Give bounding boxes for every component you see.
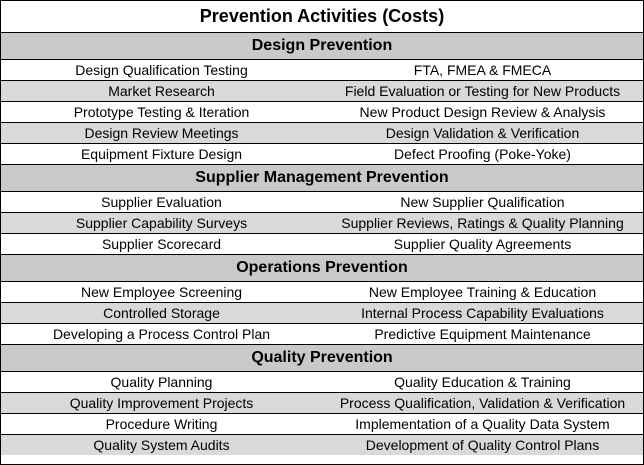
activity-cell-left: Supplier Capability Surveys — [75, 215, 248, 231]
activity-cell-left: Procedure Writing — [105, 416, 218, 432]
table-row — [1, 282, 643, 303]
table-title: Prevention Activities (Costs) — [1, 1, 643, 33]
activity-cell-right: Predictive Equipment Maintenance — [374, 326, 591, 342]
section-heading: Quality Prevention — [1, 345, 643, 372]
activity-cell-left: Design Review Meetings — [84, 125, 239, 141]
table-row — [1, 81, 643, 102]
activity-cell-left: Quality Planning — [110, 374, 213, 390]
activity-cell-right: Quality Education & Training — [394, 374, 571, 390]
activity-cell-right: Field Evaluation or Testing for New Products — [344, 83, 621, 99]
activity-cell-left: Market Research — [108, 83, 215, 99]
table-row — [1, 393, 643, 414]
activity-cell-right: Defect Proofing (Poke-Yoke) — [394, 146, 571, 162]
table-row — [1, 303, 643, 324]
activity-cell-right: New Product Design Review & Analysis — [359, 104, 606, 120]
table-row — [1, 324, 643, 345]
table-row — [1, 192, 643, 213]
activity-cell-right: Design Validation & Verification — [385, 125, 580, 141]
table-row — [1, 435, 643, 455]
activity-cell-left: New Employee Screening — [80, 284, 243, 300]
table-row — [1, 123, 643, 144]
activity-cell-right: Development of Quality Control Plans — [365, 437, 600, 453]
section-heading: Supplier Management Prevention — [1, 165, 643, 192]
activity-cell-right: Supplier Quality Agreements — [393, 236, 572, 252]
activity-cell-left: Prototype Testing & Iteration — [73, 104, 250, 120]
activity-cell-left: Supplier Scorecard — [101, 236, 222, 252]
table-row — [1, 144, 643, 165]
activity-cell-right: New Supplier Qualification — [400, 194, 565, 210]
activity-cell-left: Controlled Storage — [103, 305, 220, 321]
table-row — [1, 234, 643, 255]
activity-cell-left: Design Qualification Testing — [75, 62, 248, 78]
activity-cell-right: Process Qualification, Validation & Verification — [339, 395, 626, 411]
section-heading: Design Prevention — [1, 33, 643, 60]
activity-cell-left: Developing a Process Control Plan — [52, 326, 271, 342]
table-row — [1, 60, 643, 81]
activity-cell-right: Supplier Reviews, Ratings & Quality Planning — [341, 215, 624, 231]
activity-cell-right: FTA, FMEA & FMECA — [413, 62, 552, 78]
activity-cell-left: Supplier Evaluation — [101, 194, 222, 210]
activity-cell-right: Internal Process Capability Evaluations — [361, 305, 604, 321]
table-row — [1, 414, 643, 435]
activity-cell-right: Implementation of a Quality Data System — [355, 416, 610, 432]
activity-cell-left: Quality System Audits — [93, 437, 230, 453]
activity-cell-right: New Employee Training & Education — [368, 284, 597, 300]
activity-cell-left: Quality Improvement Projects — [69, 395, 254, 411]
activity-cell-left: Equipment Fixture Design — [80, 146, 243, 162]
table-row — [1, 102, 643, 123]
table-row — [1, 213, 643, 234]
table-row — [1, 372, 643, 393]
section-heading: Operations Prevention — [1, 255, 643, 282]
